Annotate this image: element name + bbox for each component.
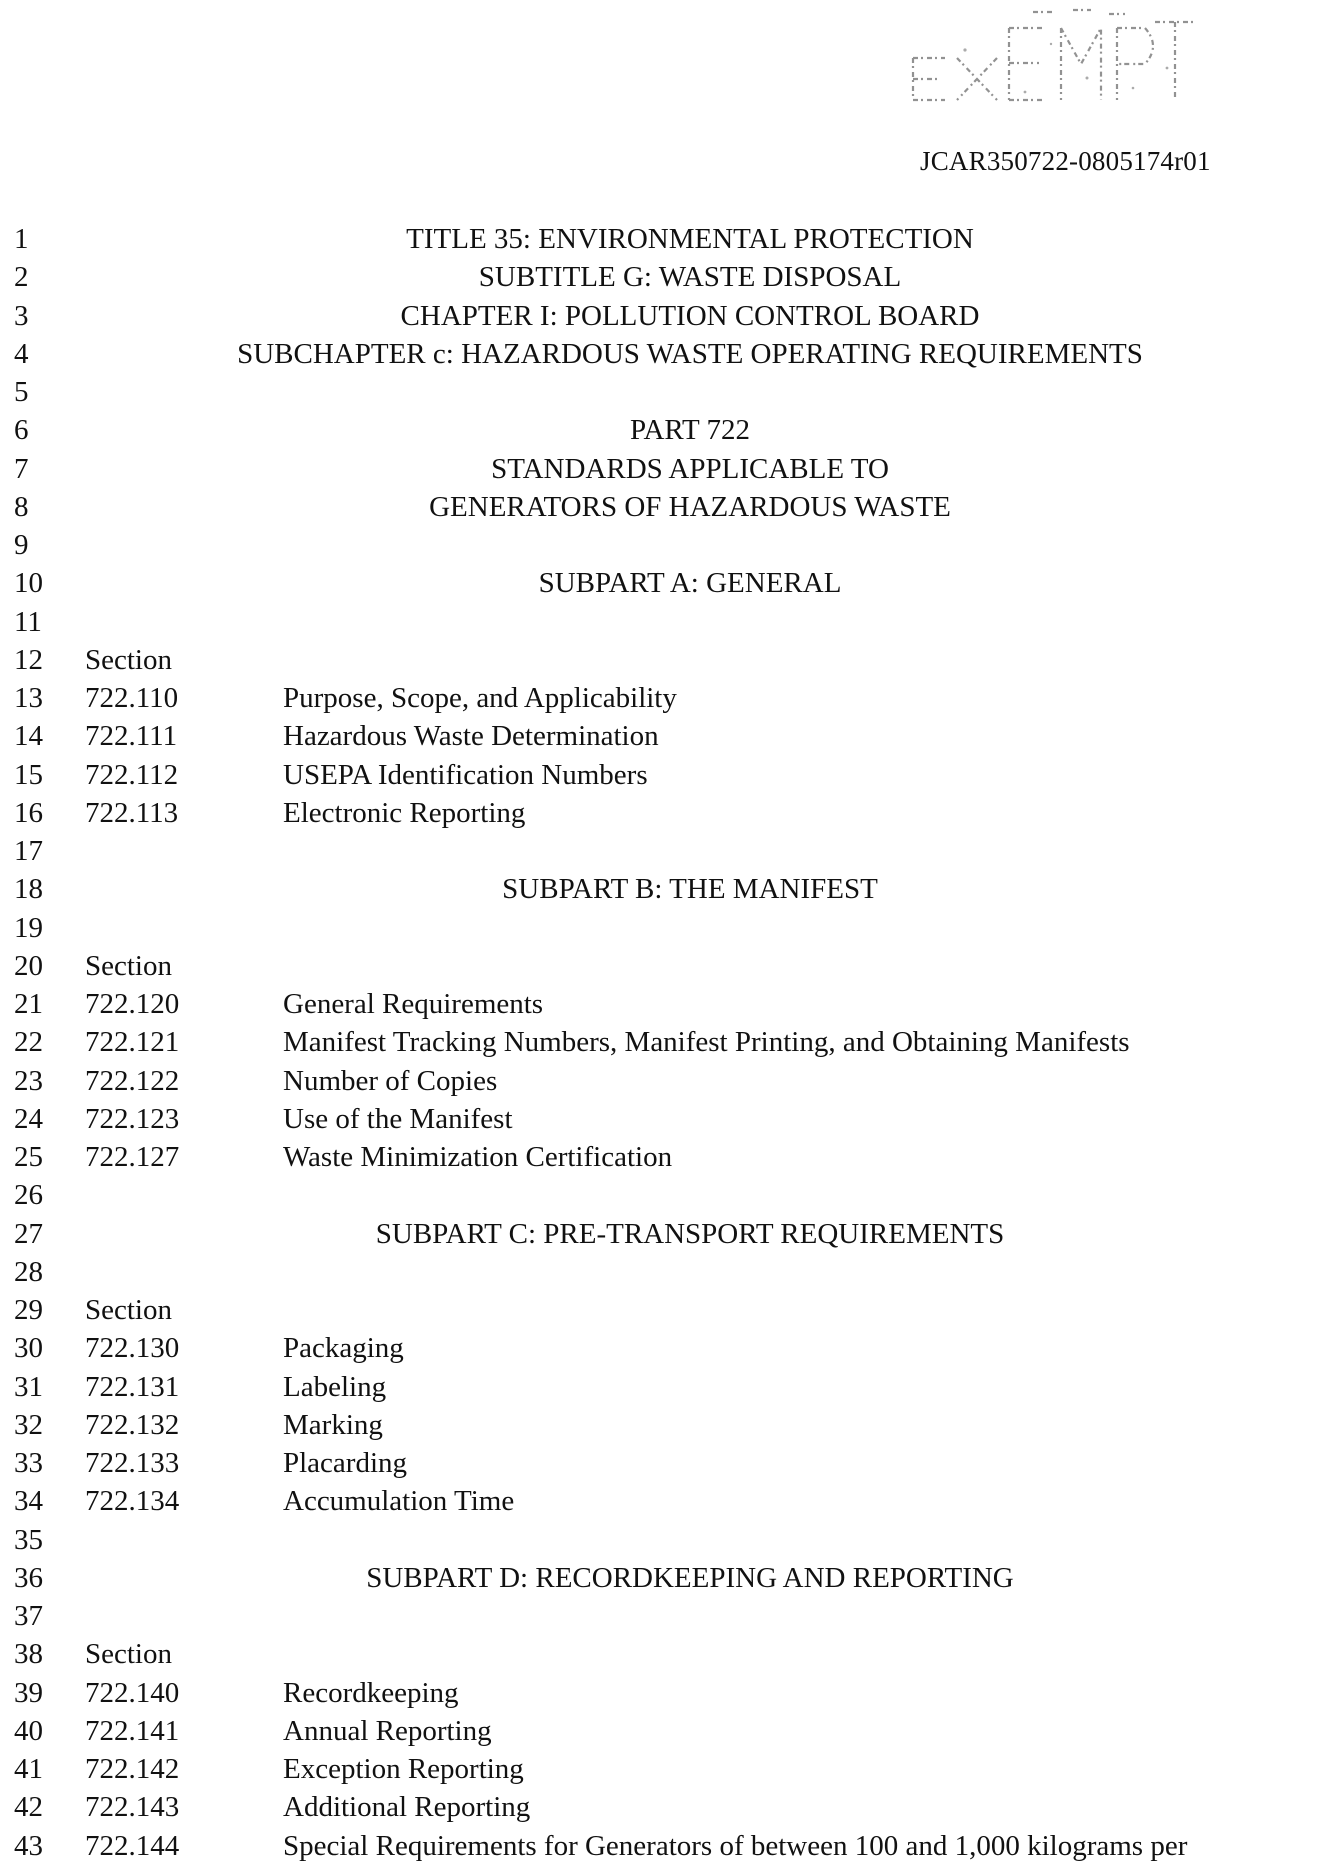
line-number: 16 (14, 796, 43, 829)
line-33 (0, 1444, 1328, 1482)
line-17 (0, 832, 1328, 870)
section-title: Waste Minimization Certification (283, 1141, 673, 1173)
line-12 (0, 641, 1328, 679)
line-8 (0, 488, 1328, 526)
line-number: 21 (14, 988, 43, 1020)
line-19 (0, 909, 1328, 947)
line-42 (0, 1788, 1328, 1826)
line-number: 19 (14, 911, 43, 944)
line-3 (0, 297, 1328, 335)
section-number: 722.130 (85, 1332, 180, 1365)
line-number: 14 (14, 720, 43, 753)
section-number: 722.121 (85, 1026, 180, 1059)
line-40 (0, 1712, 1328, 1750)
section-number: 722.110 (85, 682, 179, 714)
line-38 (0, 1635, 1328, 1673)
section-column-header: Section (85, 949, 172, 982)
line-39 (0, 1674, 1328, 1712)
line-20 (0, 947, 1328, 985)
section-title: USEPA Identification Numbers (283, 758, 648, 791)
line-41 (0, 1750, 1328, 1788)
line-9 (0, 526, 1328, 564)
line-number: 40 (14, 1714, 43, 1747)
heading-text: SUBPART A: GENERAL (538, 567, 842, 600)
line-number: 10 (14, 567, 43, 600)
line-25 (0, 1138, 1328, 1176)
line-number: 1 (14, 223, 29, 255)
line-number: 17 (14, 835, 43, 867)
heading-text: SUBPART B: THE MANIFEST (502, 873, 878, 906)
section-title: Annual Reporting (283, 1714, 492, 1747)
section-number: 722.143 (85, 1791, 180, 1824)
line-4 (0, 335, 1328, 373)
heading-text: SUBCHAPTER c: HAZARDOUS WASTE OPERATING REQUIREMENTS (237, 337, 1143, 370)
heading-text: SUBTITLE G: WASTE DISPOSAL (478, 261, 902, 294)
line-number: 2 (14, 261, 29, 294)
line-number: 26 (14, 1179, 43, 1212)
line-22 (0, 1023, 1328, 1061)
line-5 (0, 373, 1328, 411)
section-title: Additional Reporting (283, 1791, 531, 1824)
line-number: 29 (14, 1294, 43, 1326)
line-number: 41 (14, 1753, 43, 1785)
line-13 (0, 679, 1328, 717)
section-number: 722.140 (85, 1676, 180, 1709)
line-number: 6 (14, 414, 29, 447)
section-number: 722.123 (85, 1102, 180, 1135)
section-column-header: Section (85, 643, 172, 676)
line-number: 9 (14, 529, 29, 561)
line-26 (0, 1176, 1328, 1214)
line-number: 27 (14, 1217, 43, 1250)
heading-text: STANDARDS APPLICABLE TO (491, 452, 889, 485)
section-number: 722.127 (85, 1141, 180, 1173)
line-32 (0, 1406, 1328, 1444)
line-number: 15 (14, 758, 43, 791)
section-number: 722.112 (85, 758, 179, 791)
line-number: 22 (14, 1026, 43, 1059)
section-number: 722.122 (85, 1064, 180, 1097)
section-title: Exception Reporting (283, 1753, 524, 1785)
section-title: General Requirements (283, 988, 544, 1020)
section-number: 722.111 (85, 720, 178, 753)
line-35 (0, 1521, 1328, 1559)
line-number: 13 (14, 682, 43, 714)
section-number: 722.142 (85, 1753, 180, 1785)
section-title: Purpose, Scope, and Applicability (283, 682, 677, 714)
line-number: 35 (14, 1523, 43, 1556)
document-id: JCAR350722-0805174r01 (920, 146, 1211, 176)
line-24 (0, 1100, 1328, 1138)
heading-text: CHAPTER I: POLLUTION CONTROL BOARD (400, 299, 980, 332)
line-27 (0, 1215, 1328, 1253)
heading-text: TITLE 35: ENVIRONMENTAL PROTECTION (406, 223, 974, 255)
line-number: 12 (14, 643, 43, 676)
line-28 (0, 1253, 1328, 1291)
line-number: 7 (14, 452, 29, 485)
heading-text: PART 722 (630, 414, 750, 447)
line-number: 36 (14, 1561, 43, 1594)
line-number: 24 (14, 1102, 43, 1135)
line-number: 38 (14, 1638, 43, 1671)
section-number: 722.131 (85, 1370, 180, 1403)
line-number: 3 (14, 299, 29, 332)
line-34 (0, 1482, 1328, 1520)
line-number: 30 (14, 1332, 43, 1365)
section-title: Accumulation Time (283, 1485, 515, 1518)
section-column-header: Section (85, 1638, 172, 1671)
section-number: 722.133 (85, 1447, 180, 1479)
line-30 (0, 1329, 1328, 1367)
line-number: 18 (14, 873, 43, 906)
line-number: 43 (14, 1829, 43, 1862)
line-21 (0, 985, 1328, 1023)
line-number: 33 (14, 1447, 43, 1479)
line-number: 34 (14, 1485, 43, 1518)
line-23 (0, 1062, 1328, 1100)
line-36 (0, 1559, 1328, 1597)
line-16 (0, 794, 1328, 832)
heading-text: SUBPART D: RECORDKEEPING AND REPORTING (366, 1561, 1014, 1594)
section-title: Electronic Reporting (283, 796, 526, 829)
section-title: Placarding (283, 1447, 408, 1479)
line-11 (0, 603, 1328, 641)
line-14 (0, 717, 1328, 755)
section-title: Use of the Manifest (283, 1102, 513, 1135)
line-29 (0, 1291, 1328, 1329)
section-title: Hazardous Waste Determination (283, 720, 659, 753)
numbered-lines (0, 220, 1328, 1865)
line-18 (0, 870, 1328, 908)
line-15 (0, 756, 1328, 794)
section-column-header: Section (85, 1294, 172, 1326)
line-number: 37 (14, 1600, 43, 1632)
line-number: 4 (14, 337, 29, 370)
line-number: 32 (14, 1408, 43, 1441)
section-number: 722.141 (85, 1714, 180, 1747)
section-number: 722.134 (85, 1485, 180, 1518)
section-title: Recordkeeping (283, 1676, 459, 1709)
section-number: 722.113 (85, 796, 179, 829)
line-number: 28 (14, 1255, 43, 1288)
section-number: 722.120 (85, 988, 180, 1020)
section-title: Labeling (283, 1370, 387, 1403)
line-number: 11 (14, 605, 42, 638)
exempt-stamp (905, 8, 1195, 108)
line-2 (0, 258, 1328, 296)
section-title: Manifest Tracking Numbers, Manifest Printing, and Obtaining Manifests (283, 1026, 1130, 1059)
line-number: 5 (14, 376, 29, 408)
section-number: 722.132 (85, 1408, 180, 1441)
line-number: 31 (14, 1370, 43, 1403)
line-number: 42 (14, 1791, 43, 1824)
line-number: 25 (14, 1141, 43, 1173)
heading-text: GENERATORS OF HAZARDOUS WASTE (429, 490, 951, 523)
line-6 (0, 411, 1328, 449)
line-10 (0, 564, 1328, 602)
line-1 (0, 220, 1328, 258)
line-7 (0, 450, 1328, 488)
section-number: 722.144 (85, 1829, 180, 1862)
section-title: Packaging (283, 1332, 404, 1365)
heading-text: SUBPART C: PRE-TRANSPORT REQUIREMENTS (375, 1217, 1005, 1250)
section-title: Special Requirements for Generators of between 100 and 1,000 kilograms per (283, 1829, 1188, 1862)
line-43 (0, 1827, 1328, 1865)
line-number: 23 (14, 1064, 43, 1097)
line-number: 20 (14, 949, 43, 982)
line-31 (0, 1368, 1328, 1406)
section-title: Number of Copies (283, 1064, 498, 1097)
section-title: Marking (283, 1408, 383, 1441)
line-number: 8 (14, 490, 29, 523)
line-number: 39 (14, 1676, 43, 1709)
line-37 (0, 1597, 1328, 1635)
